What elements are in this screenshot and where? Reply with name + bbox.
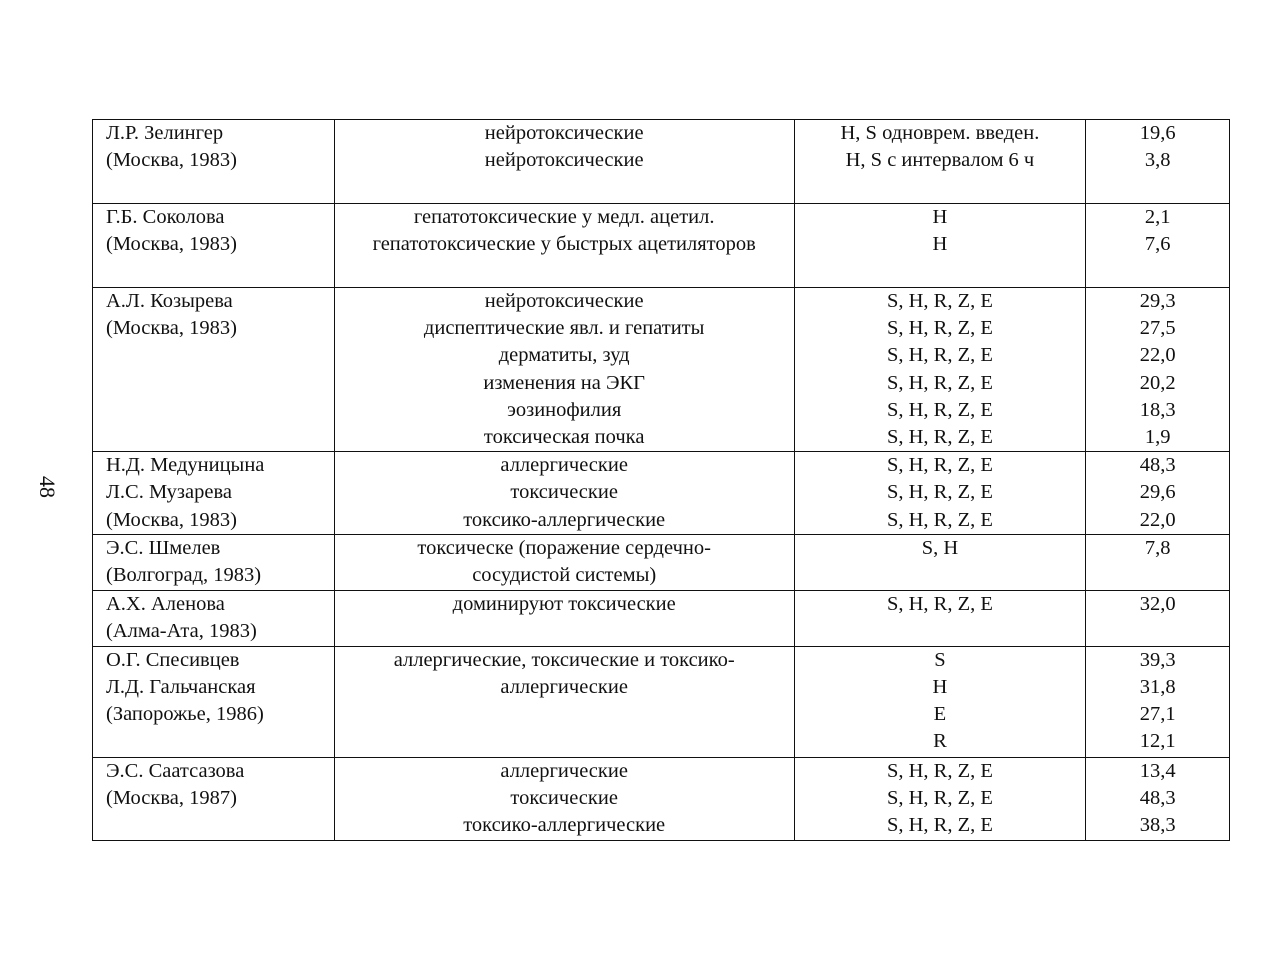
authors-cell [93, 646, 335, 757]
percent-value: 48,3 [1139, 786, 1176, 809]
authors-cell [93, 452, 335, 535]
percent-value: 31,8 [1139, 675, 1176, 698]
percent-value: 29,3 [1139, 290, 1176, 312]
drug-line: S, H, R, Z, E [886, 317, 993, 340]
effect-line: дерматиты, зуд [498, 344, 630, 367]
drugs-cell [794, 534, 1086, 590]
effect-line: гепатотоксические у быстрых ацетиляторов [372, 233, 756, 256]
effect-line: изменения на ЭКГ [483, 371, 646, 394]
author-line: Э.С. Шмелев [106, 536, 221, 559]
table-row [93, 590, 1230, 646]
effect-line: нейротоксические [484, 122, 644, 144]
effect-line: нейротоксические [484, 149, 644, 172]
author-line: (Москва, 1983) [106, 149, 237, 172]
effect-line: доминируют токсические [452, 592, 676, 615]
drug-line: S, H, R, Z, E [886, 371, 993, 394]
percent-cell [1086, 120, 1230, 204]
drug-line: S, H, R, Z, E [886, 481, 993, 504]
effect-line: токсическая почка [483, 425, 645, 448]
percent-value: 12,1 [1139, 730, 1176, 753]
effects-cell [334, 590, 794, 646]
percent-value: 2,1 [1144, 206, 1171, 228]
drug-line: H [932, 233, 948, 256]
drug-line: H [932, 675, 948, 698]
effect-line: сосудистой системы) [472, 563, 657, 586]
drug-line: H, S одноврем. введен. [840, 122, 1040, 144]
percent-cell [1086, 204, 1230, 288]
table-row [93, 534, 1230, 590]
percent-cell [1086, 288, 1230, 452]
percent-value: 7,8 [1144, 536, 1171, 559]
effects-cell [334, 452, 794, 535]
drug-line: S, H, R, Z, E [886, 759, 993, 782]
author-line: Г.Б. Соколова [106, 206, 225, 228]
percent-value: 7,6 [1144, 233, 1171, 256]
effect-line: гепатотоксические у медл. ацетил. [413, 206, 715, 228]
drug-line: S, H, R, Z, E [886, 344, 993, 367]
author-line: (Москва, 1987) [106, 786, 237, 809]
authors-cell [93, 120, 335, 204]
effect-line: эозинофилия [507, 398, 622, 421]
effects-cell [334, 120, 794, 204]
percent-value: 32,0 [1139, 592, 1176, 615]
effect-line: токсические [510, 481, 618, 504]
table-row [93, 646, 1230, 757]
page-number: 48 [35, 476, 60, 498]
table-row [93, 204, 1230, 288]
drug-line: S, H, R, Z, E [886, 290, 993, 312]
effect-line: токсическе (поражение сердечно- [417, 536, 711, 559]
effect-line: аллергические [500, 675, 628, 698]
percent-value: 48,3 [1139, 454, 1176, 477]
authors-cell [93, 757, 335, 840]
author-line: А.Х. Аленова [106, 592, 225, 615]
percent-value: 20,2 [1139, 371, 1176, 394]
effect-line: аллергические, токсические и токсико- [393, 648, 735, 671]
author-line: (Москва, 1983) [106, 317, 237, 340]
drug-line: E [933, 703, 947, 726]
drug-line: S [934, 648, 946, 671]
percent-cell [1086, 757, 1230, 840]
author-line: Л.С. Музарева [106, 481, 232, 504]
authors-cell [93, 204, 335, 288]
drugs-cell [794, 452, 1086, 535]
author-line: Л.Р. Зелингер [106, 122, 224, 144]
drug-line: H, S с интервалом 6 ч [845, 149, 1035, 172]
effects-cell [334, 646, 794, 757]
effect-line: аллергические [500, 454, 628, 477]
table-row [93, 288, 1230, 452]
drug-line: S, H, R, Z, E [886, 508, 993, 531]
percent-value: 38,3 [1139, 814, 1176, 837]
percent-cell [1086, 534, 1230, 590]
drug-line: S, H [921, 536, 959, 559]
drug-line: S, H, R, Z, E [886, 398, 993, 421]
percent-value: 18,3 [1139, 398, 1176, 421]
effect-line: токсико-аллергические [463, 508, 666, 531]
effects-cell [334, 204, 794, 288]
table-row [93, 452, 1230, 535]
author-line: О.Г. Спесивцев [106, 648, 240, 671]
drug-line: R [933, 730, 947, 753]
drug-line: S, H, R, Z, E [886, 425, 993, 448]
table-row [93, 120, 1230, 204]
percent-cell [1086, 452, 1230, 535]
effects-cell [334, 288, 794, 452]
author-line: А.Л. Козырева [106, 290, 233, 312]
drugs-cell [794, 288, 1086, 452]
drugs-cell [794, 120, 1086, 204]
author-line: Э.С. Саатсазова [106, 759, 245, 782]
drug-line: S, H, R, Z, E [886, 592, 993, 615]
effect-line: токсико-аллергические [463, 814, 666, 837]
effects-cell [334, 757, 794, 840]
percent-value: 27,5 [1139, 317, 1176, 340]
percent-value: 1,9 [1144, 425, 1171, 448]
authors-cell [93, 534, 335, 590]
effect-line: нейротоксические [484, 290, 644, 312]
authors-cell [93, 590, 335, 646]
percent-cell [1086, 590, 1230, 646]
percent-cell [1086, 646, 1230, 757]
percent-value: 39,3 [1139, 648, 1176, 671]
percent-value: 27,1 [1139, 703, 1176, 726]
author-line: (Запорожье, 1986) [106, 703, 264, 726]
effect-line: аллергические [500, 759, 628, 782]
drugs-cell [794, 204, 1086, 288]
effect-line: диспептические явл. и гепатиты [423, 317, 705, 340]
percent-value: 29,6 [1139, 481, 1176, 504]
author-line: Л.Д. Гальчанская [106, 675, 256, 698]
effect-line: токсические [510, 786, 618, 809]
percent-value: 22,0 [1139, 508, 1176, 531]
drugs-cell [794, 757, 1086, 840]
table-row [93, 757, 1230, 840]
effects-cell [334, 534, 794, 590]
drugs-cell [794, 646, 1086, 757]
drug-line: S, H, R, Z, E [886, 814, 993, 837]
percent-value: 13,4 [1139, 759, 1176, 782]
drug-line: S, H, R, Z, E [886, 786, 993, 809]
percent-value: 22,0 [1139, 344, 1176, 367]
drug-line: H [932, 206, 948, 228]
percent-value: 3,8 [1144, 149, 1171, 172]
author-line: (Волгоград, 1983) [106, 563, 262, 586]
author-line: (Алма-Ата, 1983) [106, 619, 257, 642]
drug-line: S, H, R, Z, E [886, 454, 993, 477]
author-line: (Москва, 1983) [106, 233, 237, 256]
author-line: Н.Д. Медуницына [106, 454, 265, 477]
authors-cell [93, 288, 335, 452]
author-line: (Москва, 1983) [106, 508, 237, 531]
side-effects-table [92, 119, 1230, 841]
drugs-cell [794, 590, 1086, 646]
percent-value: 19,6 [1139, 122, 1176, 144]
